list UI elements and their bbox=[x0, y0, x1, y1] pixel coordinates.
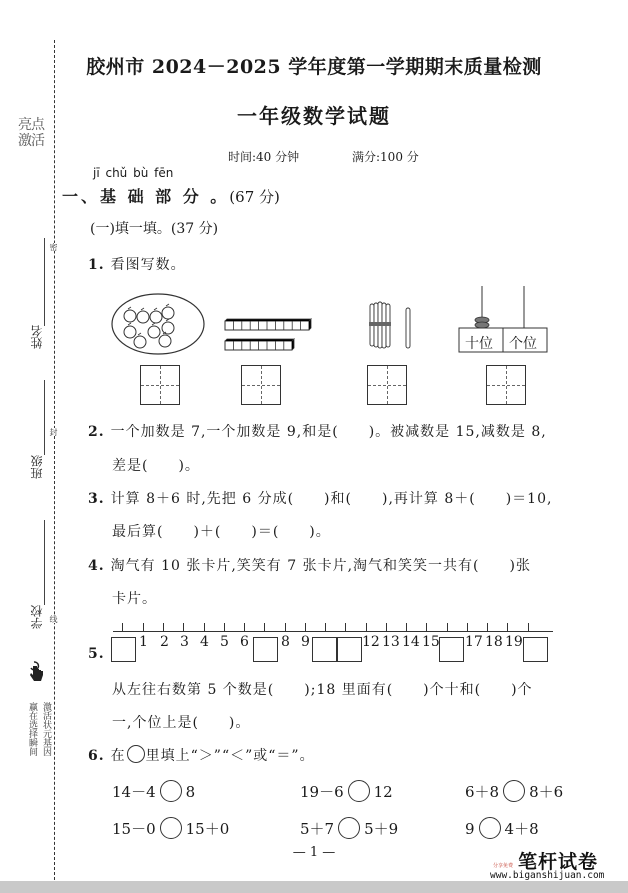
compare-right: 12 bbox=[373, 783, 393, 801]
apple-plate-figure bbox=[110, 292, 206, 360]
circle-icon bbox=[127, 745, 145, 763]
number-line-label: 5 bbox=[220, 634, 229, 650]
question-2-line2: 差是( )。 bbox=[112, 458, 200, 474]
number-line-tick bbox=[183, 623, 184, 631]
compare-item bbox=[300, 781, 393, 804]
number-line-label: 3 bbox=[180, 634, 189, 650]
compare-left: 5＋7 bbox=[300, 820, 335, 838]
compare-left: 9 bbox=[465, 820, 475, 838]
compare-item bbox=[300, 818, 398, 841]
number-line-label: 6 bbox=[240, 634, 249, 650]
number-line-label: 9 bbox=[301, 634, 310, 650]
promo-text-col1: 激活状元基因 bbox=[41, 702, 51, 756]
number-line-label: 14 bbox=[402, 634, 420, 650]
compare-item bbox=[465, 781, 563, 804]
number-line-blank-6[interactable] bbox=[523, 637, 548, 662]
number-line-tick bbox=[345, 623, 346, 631]
number-line-tick bbox=[224, 623, 225, 631]
section-pinyin: jī chǔ bù fēn bbox=[93, 166, 174, 180]
number-line-label: 1 bbox=[139, 634, 148, 650]
compare-right: 8 bbox=[185, 783, 196, 801]
number-line-tick bbox=[507, 623, 508, 631]
number-line-tick bbox=[325, 623, 326, 631]
number-line-tick bbox=[163, 623, 164, 631]
answer-grid-apples[interactable] bbox=[140, 365, 180, 405]
number-line-blank-2[interactable] bbox=[253, 637, 278, 662]
watermark-tag: 分享免费 bbox=[493, 863, 514, 869]
number-line-blank-3[interactable] bbox=[312, 637, 337, 662]
question-prefix: 在 bbox=[110, 748, 126, 764]
number-line-tick bbox=[487, 623, 488, 631]
badge-line-1: 亮点 bbox=[18, 117, 44, 133]
binding-dashed-line bbox=[54, 40, 55, 880]
bottom-bar bbox=[0, 881, 628, 893]
number-line-label: 8 bbox=[281, 634, 290, 650]
exam-subtitle: 一年级数学试题 bbox=[237, 104, 391, 128]
number-line-tick bbox=[426, 623, 427, 631]
number-line-tick bbox=[406, 623, 407, 631]
question-number: 5. bbox=[88, 646, 105, 662]
section-heading bbox=[62, 184, 280, 207]
question-5 bbox=[88, 646, 111, 662]
question-number: 6. bbox=[88, 748, 105, 764]
question-text: 一个加数是 7,一个加数是 9,和是( )。被减数是 15,减数是 8, bbox=[110, 424, 547, 440]
compare-circle[interactable] bbox=[338, 817, 360, 839]
question-3-line2: 最后算( )＋( )＝( )。 bbox=[112, 524, 331, 540]
time-limit: 时间:40 分钟 bbox=[228, 150, 300, 164]
question-text: 看图写数。 bbox=[110, 257, 186, 273]
name-blank-line bbox=[44, 238, 45, 326]
number-line-tick bbox=[366, 623, 367, 631]
compare-right: 4＋8 bbox=[504, 820, 539, 838]
exam-title: 胶州市 2024－2025 学年度第一学期期末质量检测 bbox=[86, 56, 542, 78]
number-line-tick bbox=[204, 623, 205, 631]
question-number: 2. bbox=[88, 424, 105, 440]
question-text: 计算 8＋6 时,先把 6 分成( )和( ),再计算 8＋( )＝10, bbox=[110, 491, 553, 507]
badge-line-2: 激活 bbox=[18, 133, 44, 149]
question-number: 1. bbox=[88, 257, 105, 273]
name-label: 姓名 bbox=[30, 325, 44, 349]
full-score: 满分:100 分 bbox=[352, 150, 419, 164]
number-line-tick bbox=[122, 623, 123, 631]
question-number: 3. bbox=[88, 491, 105, 507]
compare-left: 15－0 bbox=[112, 820, 156, 838]
compare-circle[interactable] bbox=[348, 780, 370, 802]
compare-item bbox=[465, 818, 539, 841]
answer-grid-sticks[interactable] bbox=[367, 365, 407, 405]
question-5-line1: 从左往右数第 5 个数是( );18 里面有( )个十和( )个 bbox=[112, 682, 533, 698]
number-line-tick bbox=[264, 623, 265, 631]
question-text: 淘气有 10 张卡片,笑笑有 7 张卡片,淘气和笑笑一共有( )张 bbox=[110, 558, 531, 574]
compare-item bbox=[112, 818, 229, 841]
number-line-tick bbox=[447, 623, 448, 631]
answer-grid-abacus[interactable] bbox=[486, 365, 526, 405]
number-line-label: 2 bbox=[160, 634, 169, 650]
question-3 bbox=[88, 488, 552, 508]
class-label: 班级 bbox=[30, 455, 44, 479]
watermark-title: 笔杆试卷 bbox=[518, 851, 599, 873]
number-line-blank-4[interactable] bbox=[337, 637, 362, 662]
school-label: 学校 bbox=[30, 605, 44, 629]
number-line-label: 13 bbox=[382, 634, 400, 650]
number-line bbox=[113, 631, 553, 632]
number-line-tick bbox=[244, 623, 245, 631]
question-1 bbox=[88, 254, 186, 274]
question-6 bbox=[88, 745, 315, 765]
section-heading-text: 一、基 础 部 分 。 bbox=[62, 187, 230, 206]
compare-circle[interactable] bbox=[160, 817, 182, 839]
compare-left: 19－6 bbox=[300, 783, 344, 801]
question-2 bbox=[88, 421, 547, 441]
compare-left: 14－4 bbox=[112, 783, 156, 801]
compare-right: 5＋9 bbox=[364, 820, 399, 838]
seal-mark-feng: 封 bbox=[49, 428, 58, 436]
compare-right: 15＋0 bbox=[185, 820, 230, 838]
number-line-tick bbox=[528, 623, 529, 631]
compare-left: 6＋8 bbox=[465, 783, 500, 801]
ten-rod-cubes-figure bbox=[224, 318, 314, 360]
hand-pointer-icon bbox=[28, 660, 44, 686]
number-line-tick bbox=[285, 623, 286, 631]
question-4-line2: 卡片。 bbox=[112, 591, 157, 607]
number-line-label: 19 bbox=[505, 634, 523, 650]
promo-text-col2: 赢在选择瞬间 bbox=[27, 702, 37, 756]
number-line-label: 4 bbox=[200, 634, 209, 650]
compare-circle[interactable] bbox=[160, 780, 182, 802]
stick-bundle-figure bbox=[368, 300, 416, 354]
number-line-label: 12 bbox=[362, 634, 380, 650]
number-line-tick bbox=[467, 623, 468, 631]
number-line-blank-5[interactable] bbox=[439, 637, 464, 662]
number-line-label: 17 bbox=[465, 634, 483, 650]
compare-item bbox=[112, 781, 195, 804]
number-line-tick bbox=[305, 623, 306, 631]
abacus-tens-label: 十位 bbox=[465, 336, 493, 352]
class-blank-line bbox=[44, 380, 45, 455]
seal-mark-mi: 密 bbox=[49, 243, 58, 251]
number-line-label: 18 bbox=[485, 634, 503, 650]
question-number: 4. bbox=[88, 558, 105, 574]
watermark-url[interactable]: www.biganshijuan.com bbox=[490, 870, 605, 881]
answer-grid-cubes[interactable] bbox=[241, 365, 281, 405]
section-score: (67 分) bbox=[229, 188, 280, 206]
sub-section-heading: (一)填一填。(37 分) bbox=[90, 221, 219, 237]
school-blank-line bbox=[44, 520, 45, 605]
number-line-tick bbox=[386, 623, 387, 631]
compare-circle[interactable] bbox=[503, 780, 525, 802]
question-5-line2: 一,个位上是( )。 bbox=[112, 715, 251, 731]
seal-mark-xian: 线 bbox=[49, 615, 58, 623]
question-4 bbox=[88, 555, 531, 575]
number-line-tick bbox=[143, 623, 144, 631]
abacus-ones-label: 个位 bbox=[509, 336, 537, 352]
page-number: — 1 — bbox=[292, 845, 336, 860]
compare-right: 8＋6 bbox=[529, 783, 564, 801]
question-suffix: 里填上“＞”“＜”或“＝”。 bbox=[145, 748, 315, 764]
number-line-blank-1[interactable] bbox=[111, 637, 136, 662]
compare-circle[interactable] bbox=[479, 817, 501, 839]
number-line-label: 15 bbox=[422, 634, 440, 650]
